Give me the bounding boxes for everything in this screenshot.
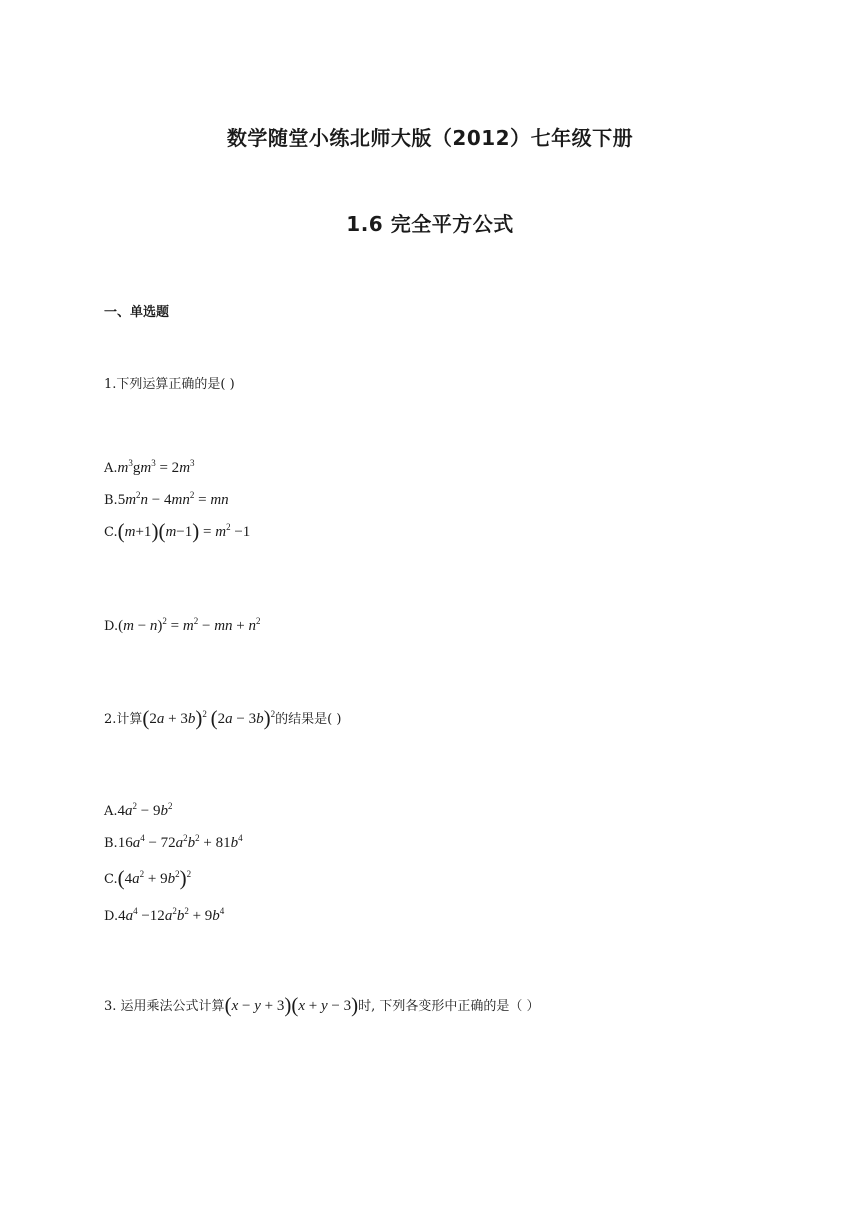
question-1-option-b xyxy=(104,490,229,509)
section-heading: 一、单选题 xyxy=(104,305,170,320)
option-expr: $(m - n)^2 = m^2$ − mn + $n^2$ xyxy=(118,616,261,634)
question-number: 2. xyxy=(104,712,117,727)
question-2 xyxy=(104,708,341,728)
option-label: B. xyxy=(104,493,118,508)
question-stem-expr: $(2a + 3b)^2$ $(2a - 3b)^2$ xyxy=(142,706,276,730)
option-label: B. xyxy=(104,836,118,851)
option-expr: $4a^4 -12a^2b^2 + 9b^4$ xyxy=(118,906,225,924)
question-stem-prefix: 计算 xyxy=(116,712,143,727)
option-expr: $16a^4 - 72a^2b^2 + 81b^4$ xyxy=(117,833,243,851)
option-expr: $5m^2n - 4mn^2$ = mn xyxy=(117,490,229,508)
question-2-option-c xyxy=(104,866,192,890)
document-title: 数学随堂小练北师大版（2012）七年级下册 xyxy=(226,126,634,150)
option-label: A. xyxy=(104,461,118,476)
question-2-option-d xyxy=(104,906,224,925)
question-stem-expr: (x − y + 3)(x + y − 3) xyxy=(224,993,359,1017)
option-expr: $(m+1)(m-1) = m^2 -1$ xyxy=(117,519,251,543)
question-number: 1. xyxy=(104,377,117,392)
option-label: C. xyxy=(104,872,118,887)
document-subtitle: 1.6 完全平方公式 xyxy=(346,212,514,236)
option-expr: $(4a^2 + 9b^2)^2$ xyxy=(117,866,192,890)
question-2-option-b xyxy=(104,833,243,852)
option-label: D. xyxy=(104,909,119,924)
option-label: D. xyxy=(104,619,119,634)
option-expr: $m^3gm^3 = 2m^3$ xyxy=(117,458,195,476)
question-1-option-a xyxy=(104,458,195,477)
question-1 xyxy=(104,373,235,392)
question-stem-prefix: 运用乘法公式计算 xyxy=(120,999,225,1014)
question-stem-suffix: 时, 下列各变形中正确的是（ ） xyxy=(358,999,540,1014)
option-label: C. xyxy=(104,525,118,540)
question-1-option-c xyxy=(104,519,251,543)
question-number: 3. xyxy=(104,999,117,1014)
question-2-option-a xyxy=(104,801,173,820)
question-stem-suffix: 的结果是( ) xyxy=(275,712,342,727)
option-expr: $4a^2 - 9b^2$ xyxy=(117,801,173,819)
option-label: A. xyxy=(104,804,118,819)
question-stem: 下列运算正确的是( ) xyxy=(116,377,235,392)
question-1-option-d xyxy=(104,616,261,635)
question-3 xyxy=(104,995,540,1015)
